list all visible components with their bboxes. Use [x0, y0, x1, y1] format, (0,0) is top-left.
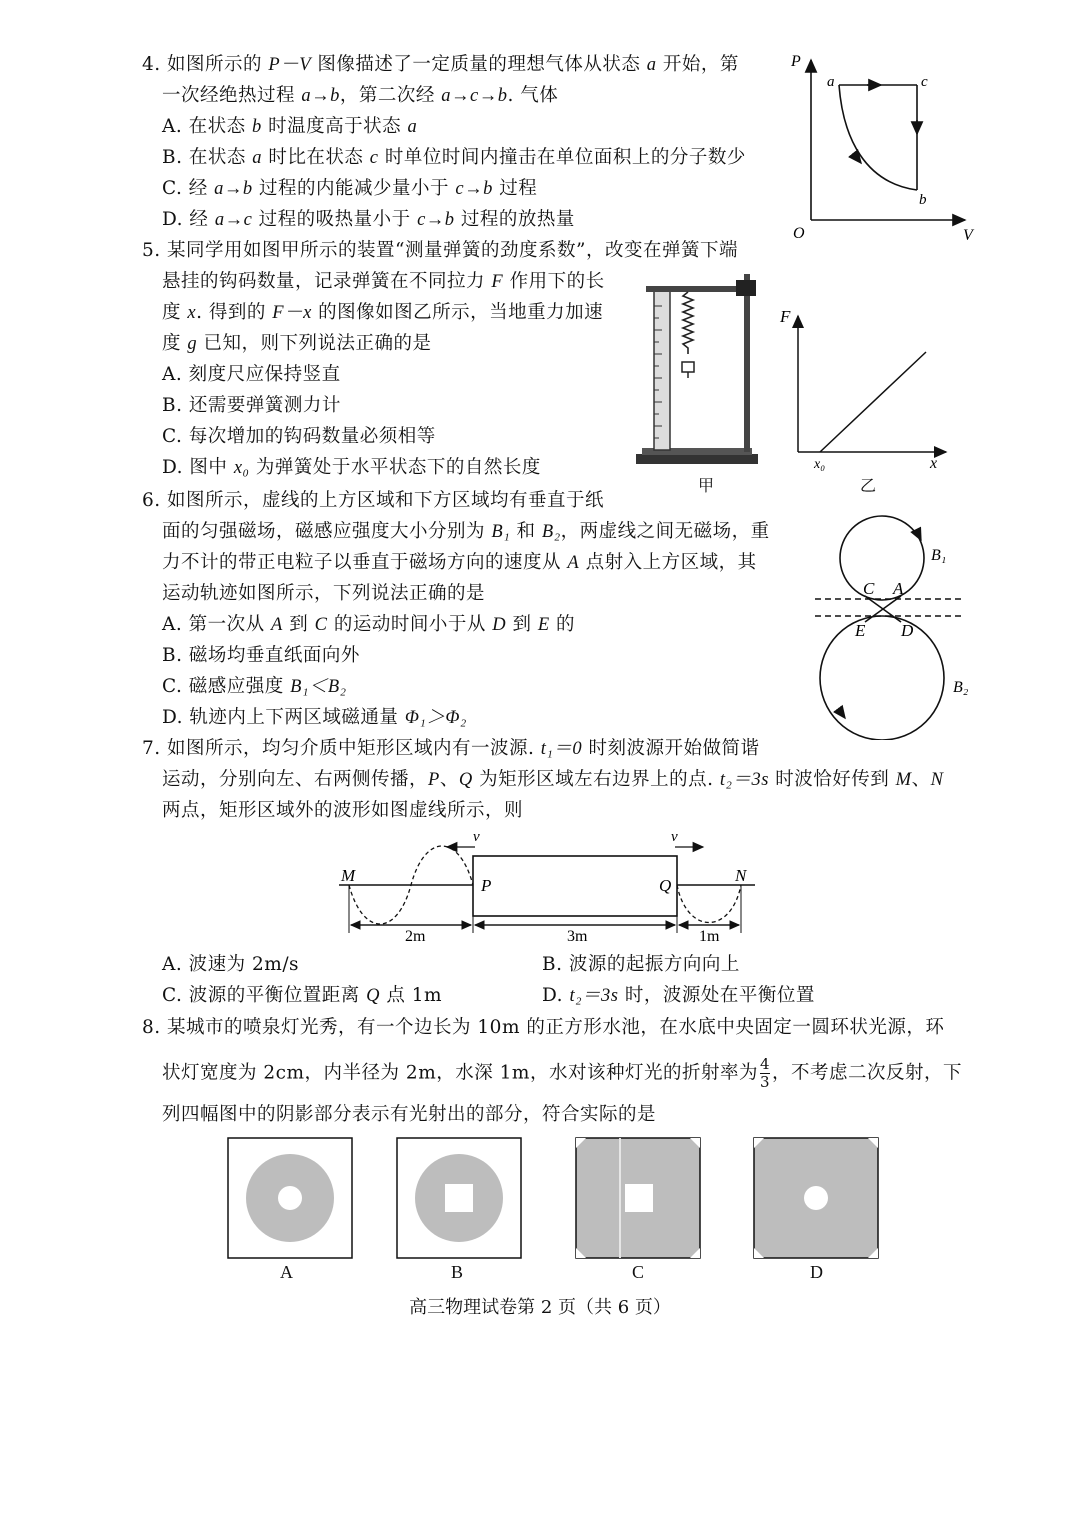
- q7-line3: 两点，矩形区域外的波形如图虚线所示，则: [162, 800, 524, 821]
- option-c-label: C: [632, 1262, 645, 1282]
- q6-line4: 运动轨迹如图所示，下列说法正确的是: [162, 583, 486, 604]
- q7-option-d: D. t₂＝3s 时，波源处在平衡位置: [542, 985, 815, 1006]
- f-x-graph: [778, 302, 948, 472]
- option-d-figure: [754, 1138, 878, 1258]
- option-d-label: D: [810, 1262, 823, 1282]
- option-figures: [220, 1134, 890, 1290]
- q5-option-d: D. 图中 x₀ 为弹簧处于水平状态下的自然长度: [162, 457, 541, 478]
- label-Q: Q: [659, 876, 672, 895]
- label-B1: B₁: [931, 547, 947, 564]
- stand-pole: [744, 274, 750, 452]
- refractive-index-fraction: $\frac{4}{3}$: [759, 1055, 770, 1091]
- q8-line2: 状灯宽度为 2cm，内半径为 2m，水深 1m，水对该种灯光的折射率为 $\frac{4}{3}$ ，不考虑二次反射，下: [162, 1055, 963, 1091]
- label-jia-caption: 甲: [698, 476, 715, 495]
- q6-line3: 力不计的带正电粒子以垂直于磁场方向的速度从 A 点射入上方区域，其: [162, 552, 757, 573]
- q4-option-a: A. 在状态 b 时温度高于状态 a: [162, 116, 418, 137]
- q5-option-c: C. 每次增加的钩码数量必须相等: [162, 426, 436, 447]
- q6-option-a: A. 第一次从 A 到 C 的运动时间小于从 D 到 E 的: [162, 614, 576, 635]
- lower-orbit: [820, 616, 944, 740]
- label-2m: 2m: [405, 928, 426, 945]
- label-v: V: [963, 227, 973, 244]
- q5-option-a: A. 刻度尺应保持竖直: [162, 364, 341, 385]
- f-x-line: [820, 352, 926, 452]
- q7-line1: 7. 如图所示，均匀介质中矩形区域内有一波源. t₁＝0 时刻波源开始做简谐: [142, 738, 760, 759]
- q6-option-d: D. 轨迹内上下两区域磁通量 Φ₁＞Φ₂: [162, 707, 467, 728]
- path-a-b: [839, 85, 917, 190]
- q4-line2: 一次经绝热过程 a→b，第二次经 a→c→b. 气体: [162, 85, 559, 106]
- label-x: x: [930, 455, 938, 472]
- q8-line3: 列四幅图中的阴影部分表示有光射出的部分，符合实际的是: [162, 1104, 657, 1125]
- option-b-figure: [397, 1138, 521, 1258]
- upper-orbit: [840, 516, 924, 600]
- q7-option-c: C. 波源的平衡位置距离 Q 点 1m: [162, 985, 443, 1006]
- label-p: P: [791, 53, 801, 70]
- q4-option-d: D. 经 a→c 过程的吸热量小于 c→b 过程的放热量: [162, 209, 575, 230]
- label-b: b: [919, 192, 927, 208]
- label-yi-caption: 乙: [860, 476, 877, 495]
- wave-diagram: [335, 825, 760, 947]
- option-a-label: A: [280, 1262, 293, 1282]
- page-footer: 高三物理试卷第 2 页（共 6 页）: [409, 1297, 671, 1318]
- label-v-right: v: [671, 829, 678, 845]
- q5-line1: 5. 某同学用如图甲所示的装置“测量弹簧的劲度系数”，改变在弹簧下端: [142, 240, 738, 261]
- q5-line2: 悬挂的钩码数量，记录弹簧在不同拉力 F 作用下的长: [162, 271, 605, 292]
- label-1m: 1m: [699, 928, 720, 945]
- label-A: A: [893, 579, 904, 598]
- label-M: M: [341, 866, 356, 885]
- label-N: N: [735, 866, 747, 885]
- label-C: C: [863, 579, 875, 598]
- option-c-figure: [576, 1138, 700, 1258]
- pv-diagram: [785, 48, 985, 248]
- base: [636, 454, 758, 464]
- label-o: O: [793, 225, 805, 242]
- q8-line1: 8. 某城市的喷泉灯光秀，有一个边长为 10m 的正方形水池，在水底中央固定一圆环状光源，环: [142, 1017, 945, 1038]
- label-P: P: [481, 876, 492, 895]
- label-D: D: [901, 621, 914, 640]
- label-x0: x₀: [814, 457, 826, 472]
- label-a: a: [827, 74, 835, 90]
- q6-option-c: C. 磁感应强度 B₁＜B₂: [162, 676, 347, 697]
- q6-line1: 6. 如图所示，虚线的上方区域和下方区域均有垂直于纸: [142, 490, 605, 511]
- q6-option-b: B. 磁场均垂直纸面向外: [162, 645, 360, 666]
- q7-line2: 运动，分别向左、右两侧传播，P、Q 为矩形区域左右边界上的点. t₂＝3s 时波恰好传到 M、N: [162, 769, 944, 790]
- q7-option-a: A. 波速为 2m/s: [162, 954, 300, 975]
- q4-option-b: B. 在状态 a 时比在状态 c 时单位时间内撞击在单位面积上的分子数少: [162, 147, 746, 168]
- label-B2: B₂: [953, 679, 969, 696]
- spring-apparatus: [632, 266, 782, 476]
- q5-option-b: B. 还需要弹簧测力计: [162, 395, 341, 416]
- label-3m: 3m: [567, 928, 588, 945]
- q5-line3: 度 x. 得到的 F－x 的图像如图乙所示，当地重力加速: [162, 302, 604, 323]
- label-c: c: [921, 74, 928, 90]
- source-rectangle: [473, 856, 677, 916]
- label-F: F: [780, 307, 791, 326]
- q4-line1: 4. 如图所示的 P－V 图像描述了一定质量的理想气体从状态 a 开始，第: [142, 54, 739, 75]
- q7-option-b: B. 波源的起振方向向上: [542, 954, 740, 975]
- magnetic-trajectory: [805, 510, 985, 740]
- option-b-label: B: [451, 1262, 464, 1282]
- label-v-left: v: [473, 829, 480, 845]
- q5-line4: 度 g 已知，则下列说法正确的是: [162, 333, 432, 354]
- q4-option-c: C. 经 a→b 过程的内能减少量小于 c→b 过程: [162, 178, 538, 199]
- option-a-figure: [228, 1138, 352, 1258]
- q6-line2: 面的匀强磁场，磁感应强度大小分别为 B₁ 和 B₂，两虚线之间无磁场，重: [162, 521, 770, 542]
- hook-weight: [682, 362, 694, 372]
- spring: [683, 292, 693, 354]
- right-wave: [677, 885, 741, 923]
- label-E: E: [855, 621, 866, 640]
